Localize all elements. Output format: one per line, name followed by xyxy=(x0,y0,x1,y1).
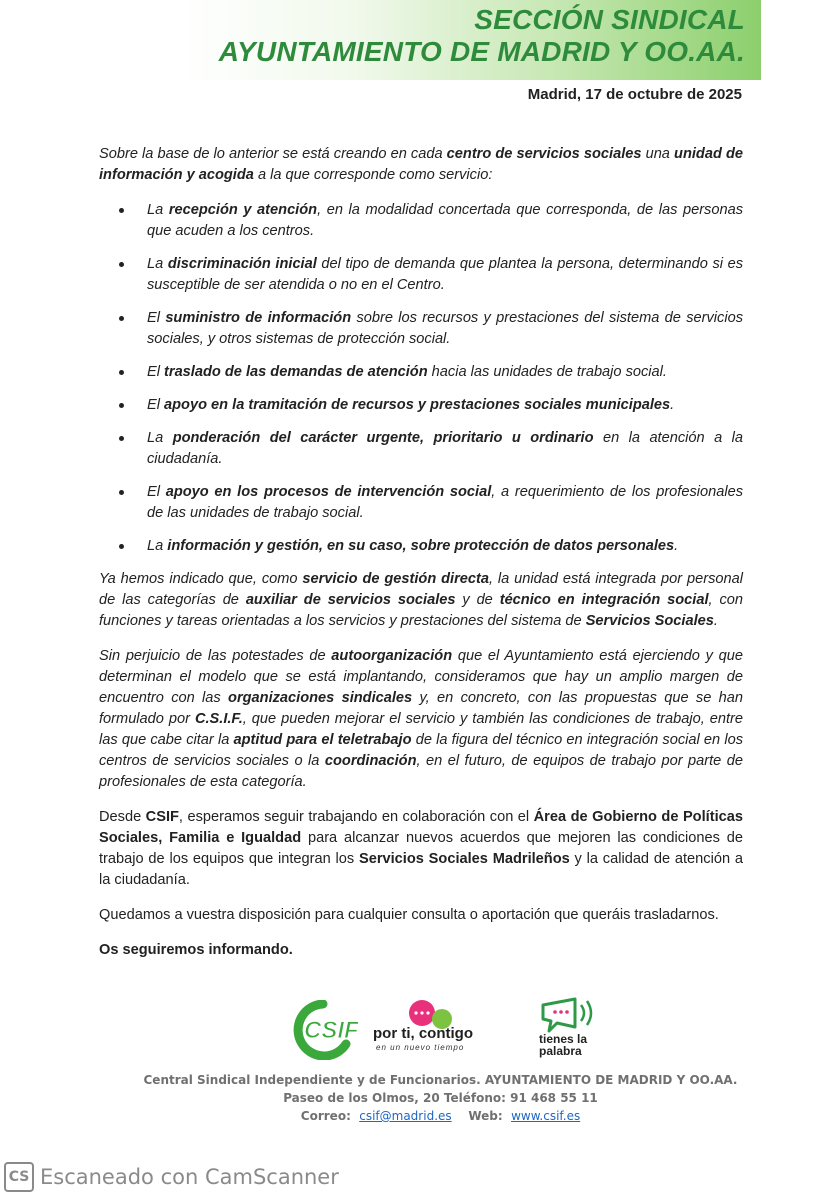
document-date: Madrid, 17 de octubre de 2025 xyxy=(527,86,742,103)
footer-contact-line: Correo: csif@madrid.es Web: www.csif.es xyxy=(300,1109,581,1123)
footer-address-line: Paseo de los Olmos, 20 Teléfono: 91 468 55 11 xyxy=(283,1091,598,1105)
availability-paragraph: Quedamos a vuestra disposición para cualquier consulta o aportación que queráis trasladarnos. xyxy=(99,907,719,923)
logo-strip xyxy=(0,995,821,1070)
porti-contigo-text: por ti, contigo xyxy=(373,1025,473,1042)
email-link[interactable]: csif@madrid.es xyxy=(359,1109,452,1123)
proposals-paragraph: Sin perjuicio de las potestades de autoorganización que el Ayuntamiento está ejerciendo y que determinan el modelo que se está implantando, consideramos que hay un amplio margen de encuentro con las organizaciones sindicales y, en concreto, con las propuestas que se han formulado por C.S.I.F., que pueden mejorar el servicio y también las condiciones de trabajo, entre las que cabe citar la aptitud para el teletrabajo de la figura del técnico en integración social en los centros de servicios sociales o la coordinación, en el futuro, de equipos de trabajo por parte de profesionales de esta categoría. xyxy=(99,648,744,790)
footer-org-line: Central Sindical Independiente y de Funcionarios. AYUNTAMIENTO DE MADRID Y OO.AA. xyxy=(143,1073,738,1087)
closing-line: Os seguiremos informando. xyxy=(99,942,293,958)
list-item: La ponderación del carácter urgente, prioritario u ordinario en la atención a la ciudadanía. xyxy=(99,428,743,470)
tienes-la-palabra-text: tienes la palabra xyxy=(539,1032,588,1058)
collaboration-paragraph: Desde CSIF, esperamos seguir trabajando en colaboración con el Área de Gobierno de Políticas Sociales, Familia e Igualdad para alcanzar nuevos acuerdos que mejoren las condiciones de trabajo de los equipos que integran los Servicios Sociales Madrileños y la calidad de atención a la ciudadanía. xyxy=(99,809,743,888)
csif-logo xyxy=(288,1000,358,1065)
intro-paragraph: Sobre la base de lo anterior se está creando en cada centro de servicios sociales una unidad de información y acogida a la que corresponde como servicio: xyxy=(99,146,743,183)
list-item: La discriminación inicial del tipo de demanda que plantea la persona, determinando si es susceptible de ser atendida o no en el Centro. xyxy=(99,254,743,296)
porti-contigo-logo xyxy=(370,997,490,1057)
header-title-line1: SECCIÓN SINDICAL xyxy=(474,4,745,35)
camscanner-icon: CS xyxy=(4,1162,34,1192)
list-item: La recepción y atención, en la modalidad concertada que corresponda, de las personas que acuden a los centros. xyxy=(99,200,743,242)
csif-logo-text: CSIF xyxy=(304,1017,358,1044)
tienes-la-palabra-logo xyxy=(535,995,610,1065)
document-body xyxy=(99,144,743,975)
header-title-line2: AYUNTAMIENTO DE MADRID Y OO.AA. xyxy=(218,36,745,67)
footer xyxy=(0,1071,821,1125)
list-item: El apoyo en la tramitación de recursos y prestaciones sociales municipales. xyxy=(99,395,743,416)
list-item: El suministro de información sobre los recursos y prestaciones del sistema de servicios sociales, y otros sistemas de protección social. xyxy=(99,308,743,350)
staffing-paragraph: Ya hemos indicado que, como servicio de gestión directa, la unidad está integrada por personal de las categorías de auxiliar de servicios sociales y de técnico en integración social, con funciones y tareas orientadas a los servicios y prestaciones del sistema de Servicios Sociales. xyxy=(99,571,743,629)
web-link[interactable]: www.csif.es xyxy=(511,1109,581,1123)
camscanner-watermark xyxy=(4,1162,339,1192)
list-item: El traslado de las demandas de atención hacia las unidades de trabajo social. xyxy=(99,362,743,383)
service-list xyxy=(99,200,743,557)
list-item: El apoyo en los procesos de intervención social, a requerimiento de los profesionales de las unidades de trabajo social. xyxy=(99,482,743,524)
camscanner-text: Escaneado con CamScanner xyxy=(40,1165,339,1189)
porti-contigo-subtitle: en un nuevo tiempo xyxy=(376,1043,465,1052)
list-item: La información y gestión, en su caso, sobre protección de datos personales. xyxy=(99,536,743,557)
